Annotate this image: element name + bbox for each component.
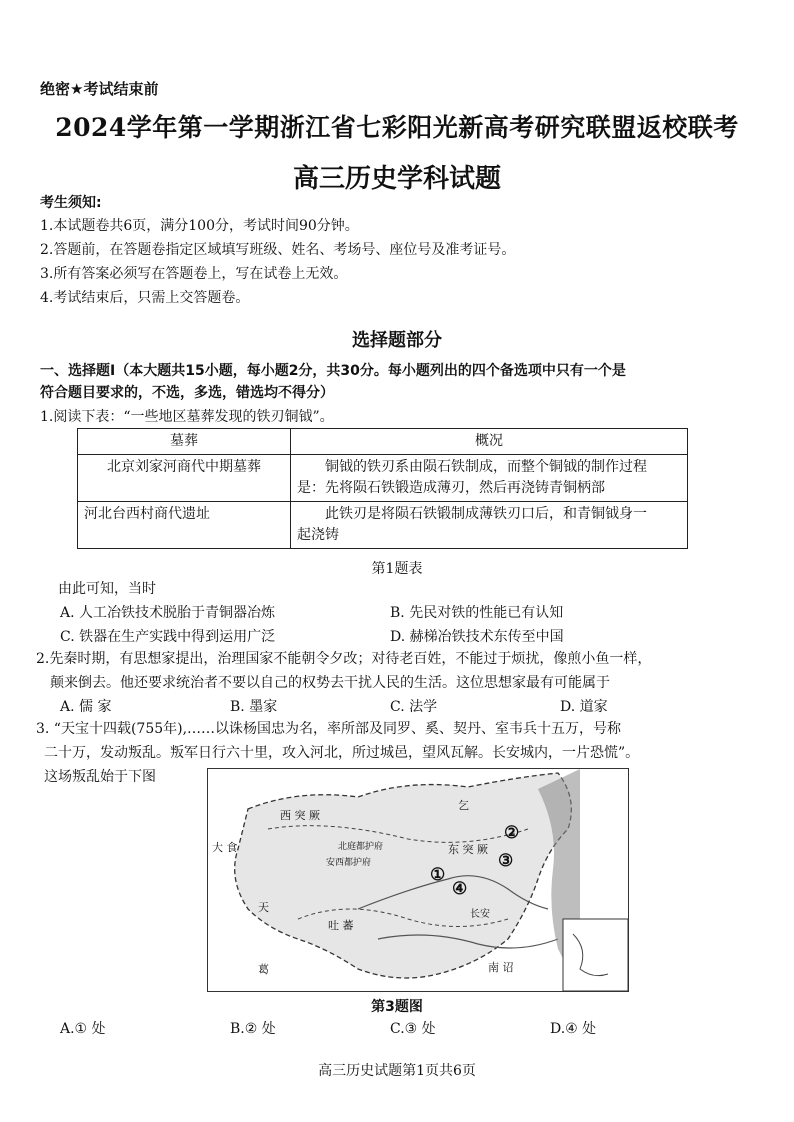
notice-item: 1.本试题卷共6页，满分100分，考试时间90分钟。 <box>40 218 359 234</box>
map-label: 北庭都护府 <box>338 842 384 852</box>
table-header: 墓葬 <box>78 429 291 455</box>
table-header: 概况 <box>291 429 688 455</box>
q3-option-b[interactable]: B.② 处 <box>230 1021 276 1037</box>
map-drawing <box>208 769 628 991</box>
marker-3: ③ <box>498 851 514 871</box>
q1-option-b[interactable]: B. 先民对铁的性能已有认知 <box>390 605 564 621</box>
table-row: 河北台西村商代遗址 此铁刃是将陨石铁锻制成薄铁刃口后，和青铜钺身一 起浇铸 <box>78 502 688 549</box>
marker-1: ① <box>430 865 446 885</box>
exam-title: 2024学年第一学期浙江省七彩阳光新高考研究联盟返校联考 <box>55 113 739 142</box>
notice-item: 4.考试结束后，只需上交答题卷。 <box>40 290 250 306</box>
q3-option-d[interactable]: D.④ 处 <box>550 1021 597 1037</box>
q1-lead: 由此可知，当时 <box>58 581 156 597</box>
q2-stem-line2: 颠来倒去。他还要求统治者不要以自己的权势去干扰人民的生活。这位思想家最有可能属于 <box>50 675 610 691</box>
q3-option-a[interactable]: A.① 处 <box>60 1021 106 1037</box>
page-footer: 高三历史试题第1页共6页 <box>318 1063 476 1079</box>
confidential-mark: 绝密★考试结束前 <box>40 80 159 98</box>
q2-stem-line1: 2.先秦时期，有思想家提出，治理国家不能朝令夕改；对待老百姓，不能过于烦扰，像煎小鱼一样， <box>36 651 652 667</box>
q3-stem-line3: 这场叛乱始于下图 <box>44 769 156 785</box>
q1-option-d[interactable]: D. 赫梯冶铁技术东传至中国 <box>390 629 564 645</box>
q1-caption: 第1题表 <box>371 561 423 577</box>
part-title: 选择题部分 <box>352 330 442 351</box>
marker-4: ④ <box>452 879 468 899</box>
q3-stem-line2: 二十万，发动叛乱。叛军日行六十里，攻入河北，所过城邑，望风瓦解。长安城内，一片恐慌”。 <box>44 745 640 761</box>
section-instructions: 一、选择题I（本大题共15小题，每小题2分，共30分。每小题列出的四个备选项中只有一个是 符合题目要求的，不选，多选，错选均不得分） <box>40 363 626 401</box>
q1-table <box>77 428 688 549</box>
map-label: 南 诏 <box>488 961 514 974</box>
q1-stem: 1.阅读下表：“一些地区墓葬发现的铁刃铜钺”。 <box>40 409 334 425</box>
q3-caption: 第3题图 <box>371 999 423 1015</box>
map-label: 长安 <box>470 909 490 920</box>
q1-option-c[interactable]: C. 铁器在生产实践中得到运用广泛 <box>60 629 276 645</box>
q2-option-a[interactable]: A. 儒 家 <box>60 699 112 715</box>
notice-item: 3.所有答案必须写在答题卷上，写在试卷上无效。 <box>40 266 348 282</box>
table-row: 北京刘家河商代中期墓葬 铜钺的铁刃系由陨石铁制成，而整个铜钺的制作过程 是：先将陨石铁锻造成薄刃，然后再浇铸青铜柄部 <box>78 455 688 502</box>
map-label: 安西都护府 <box>326 858 372 868</box>
map-label: 天 <box>258 901 269 914</box>
tang-dynasty-map <box>207 768 629 992</box>
q3-option-c[interactable]: C.③ 处 <box>390 1021 436 1037</box>
map-label: 大 食 <box>212 841 238 854</box>
marker-2: ② <box>504 823 520 843</box>
map-label: 吐 蕃 <box>328 919 354 932</box>
map-label: 乞 <box>458 799 469 812</box>
map-label: 葛 <box>258 963 269 976</box>
exam-subtitle: 高三历史学科试题 <box>292 164 501 194</box>
q3-stem-line1: 3. “天宝十四载(755年),……以诛杨国忠为名，率所部及同罗、奚、契丹、室韦兵十五万，号称 <box>36 721 622 737</box>
map-label: 东 突 厥 <box>448 843 488 856</box>
q2-option-b[interactable]: B. 墨家 <box>230 699 278 715</box>
notice-item: 2.答题前，在答题卷指定区域填写班级、姓名、考场号、座位号及准考证号。 <box>40 242 516 258</box>
notice-heading: 考生须知: <box>40 195 102 211</box>
q1-option-a[interactable]: A. 人工冶铁技术脱胎于青铜器冶炼 <box>60 605 276 621</box>
q2-option-c[interactable]: C. 法学 <box>390 699 438 715</box>
map-label: 西 突 厥 <box>280 809 320 822</box>
q2-option-d[interactable]: D. 道家 <box>560 699 608 715</box>
